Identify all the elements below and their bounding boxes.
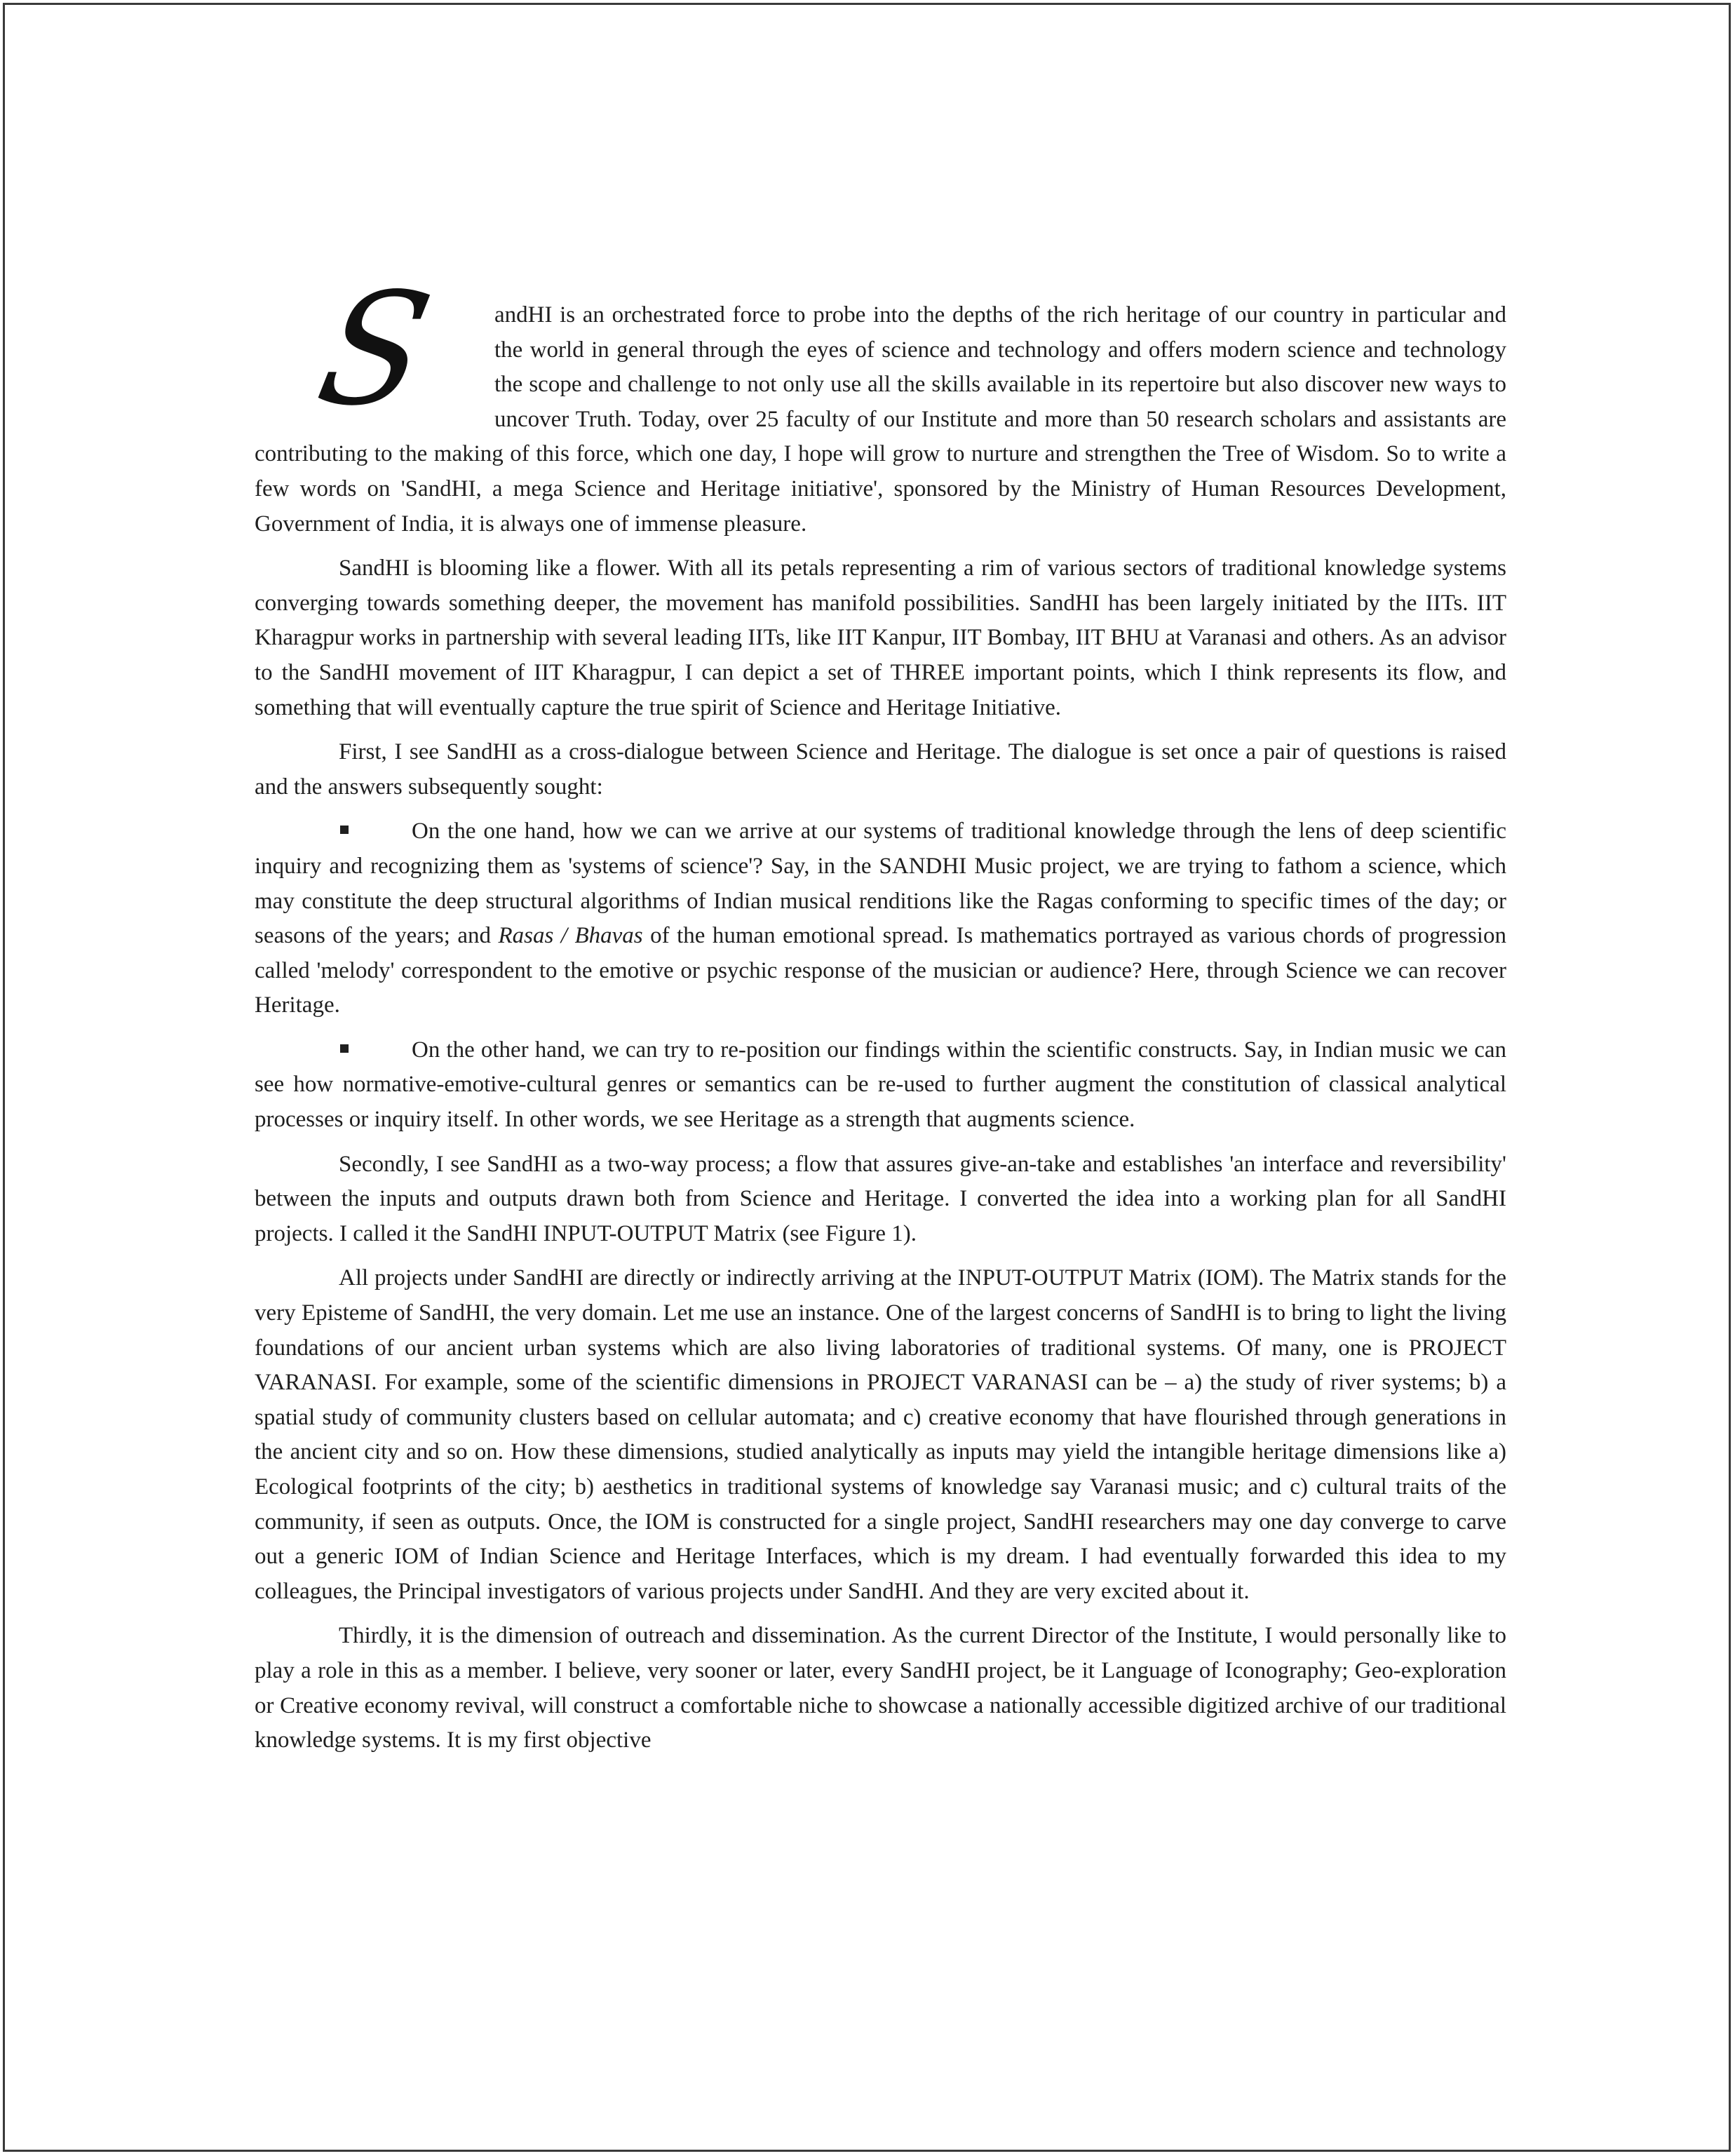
bullet-icon [340, 1044, 349, 1053]
paragraph-text: SandHI is blooming like a flower. With all its petals representing a rim of various sectors of traditional knowledge systems converging towards something deeper, the movement has manifold possibilities. SandHI has been largely initiated by the IITs. IIT Kharagpur works in partnership with several leading IITs, like IIT Kanpur, IIT Bombay, IIT BHU at Varanasi and others. As an advisor to the SandHI movement of IIT Kharagpur, I can depict a set of THREE important points, which I think represents its flow, and something that will eventually capture the true spirit of Science and Heritage Initiative. [255, 555, 1506, 720]
body-text [255, 259, 1506, 1768]
paragraph-text: All projects under SandHI are directly or indirectly arriving at the INPUT-OUTPUT Matrix (IOM). The Matrix stands for the very Episteme of SandHI, the very domain. Let me use an instance. One of the largest concerns of SandHI is to bring to light the living foundations of our ancient urban systems which are also living laboratories of traditional systems. Of many, one is PROJECT VARANASI. For example, some of the scientific dimensions in PROJECT VARANASI can be – a) the study of river systems; b) a spatial study of community clusters based on cellular automata; and c) creative economy that have flourished through generations in the ancient city and so on. How these dimensions, studied analytically as inputs may yield the intangible heritage dimensions like a) Ecological footprints of the city; b) aesthetics in traditional systems of knowledge say Varanasi music; and c) cultural traits of the community, if seen as outputs. Once, the IOM is constructed for a single project, SandHI researchers may one day converge to carve out a generic IOM of Indian Science and Heritage Interfaces, which is my dream. I had eventually forwarded this idea to my colleagues, the Principal investigators of various projects under SandHI. And they are very excited about it. [255, 1265, 1506, 1604]
bullet-icon [340, 826, 349, 834]
bullet-text-after: of the human emotional spread. Is mathematics portrayed as various chords of progression called 'melody' correspondent to the emotive or psychic response of the musician or audience? Here, through Science we can recover Heritage. [255, 923, 1506, 1018]
bullet-text-before: On the one hand, how we can we arrive at our systems of traditional knowledge through the lens of deep scientific inquiry and recognizing them as 'systems of science'? Say, in the SANDHI Music project, we are trying to fathom a science, which may constitute the deep structural algorithms of Indian musical renditions like the Ragas conforming to specific times of the day; or seasons of the years; and [255, 818, 1506, 949]
paragraph-thirdly [255, 1619, 1506, 1758]
paragraph-text: First, I see SandHI as a cross-dialogue between Science and Heritage. The dialogue is set once a pair of questions is raised and the answers subsequently sought: [255, 739, 1506, 800]
paragraph-first-point [255, 735, 1506, 804]
paragraph-intro [255, 259, 1506, 541]
paragraph-secondly [255, 1147, 1506, 1252]
bullet-item-one [255, 814, 1506, 1023]
paragraph-text: Thirdly, it is the dimension of outreach and dissemination. As the current Director of the Institute, I would personally like to play a role in this as a member. I believe, very sooner or later, every SandHI project, be it Language of Iconography; Geo-exploration or Creative economy revival, will construct a comfortable niche to showcase a nationally accessible digitized archive of our traditional knowledge systems. It is my first objective [255, 1623, 1506, 1753]
paragraph-text: Secondly, I see SandHI as a two-way process; a flow that assures give-an-take and establishes 'an interface and reversibility' between the inputs and outputs drawn both from Science and Heritage. I converted the idea into a working plan for all SandHI projects. I called it the SandHI INPUT-OUTPUT Matrix (see Figure 1). [255, 1151, 1506, 1246]
drop-cap: S [304, 259, 445, 440]
paragraph-text: andHI is an orchestrated force to probe into the depths of the rich heritage of our country in particular and the world in general through the eyes of science and technology and offers modern science and technology the scope and challenge to not only use all the skills available in its repertoire but also discover new ways to uncover Truth. Today, over 25 faculty of our Institute and more than 50 research scholars and assistants are contributing to the making of this force, which one day, I hope will grow to nurture and strengthen the Tree of Wisdom. So to write a few words on 'SandHI, a mega Science and Heritage initiative', sponsored by the Ministry of Human Resources Development, Government of India, it is always one of immense pleasure. [255, 302, 1506, 537]
paragraph-blooming [255, 551, 1506, 725]
paragraph-iom [255, 1261, 1506, 1609]
bullet-text: On the other hand, we can try to re-position our findings within the scientific constructs. Say, in Indian music we can see how normative-emotive-cultural genres or semantics can be re-used to further augment the constitution of classical analytical processes or inquiry itself. In other words, we see Heritage as a strength that augments science. [255, 1037, 1506, 1133]
page-frame [3, 3, 1731, 2152]
bullet-item-two [255, 1033, 1506, 1138]
bullet-text-italic: Rasas / Bhavas [498, 923, 643, 949]
